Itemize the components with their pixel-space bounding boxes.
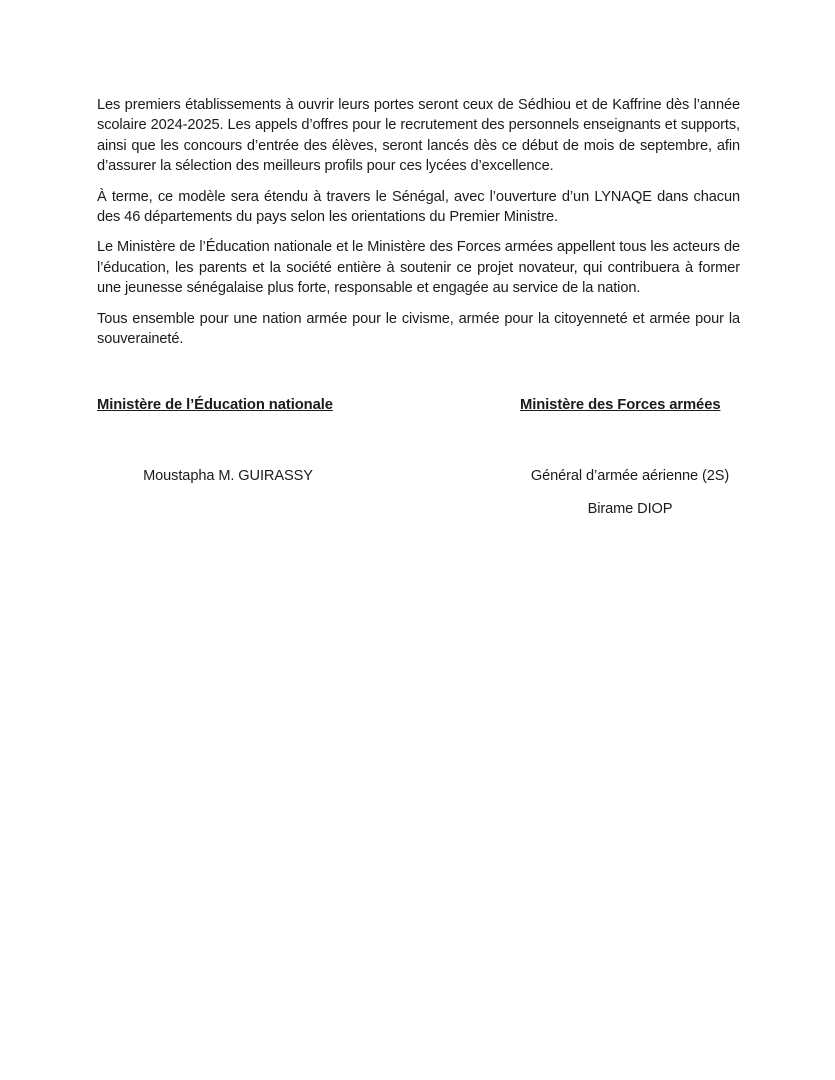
signature-section xyxy=(97,395,740,519)
signature-column-armed-forces xyxy=(520,395,740,519)
paragraph-call-to-support: Le Ministère de l’Éducation nationale et le Ministère des Forces armées appellent tous les acteurs de l’éducation, les parents et la société entière à soutenir ce projet novateur, qui contribuera à former une jeunesse sénégalaise plus forte, responsable et engagée au service de la nation. xyxy=(97,239,740,297)
paragraph-national-rollout: À terme, ce modèle sera étendu à travers le Sénégal, avec l’ouverture d’un LYNAQE dans chacun des 46 départements du pays selon les orientations du Premier Ministre. xyxy=(97,188,740,226)
ministry-education-heading: Ministère de l’Éducation nationale xyxy=(97,397,333,414)
signer-title-armed-forces: Général d’armée aérienne (2S) xyxy=(530,467,730,484)
ministry-armed-forces-heading: Ministère des Forces armées xyxy=(520,397,721,414)
signer-name-armed-forces: Birame DIOP xyxy=(587,501,673,518)
paragraph-slogan: Tous ensemble pour une nation armée pour le civisme, armée pour la citoyenneté et armée pour la souveraineté. xyxy=(97,310,740,348)
document-content xyxy=(97,95,740,520)
signature-column-education xyxy=(97,395,359,519)
signer-name-education: Moustapha M. GUIRASSY xyxy=(143,467,313,484)
paragraph-opening-schools: Les premiers établissements à ouvrir leurs portes seront ceux de Sédhiou et de Kaffrine dès l’année scolaire 2024-2025. Les appels d’offres pour le recrutement des personnels enseignants et supports, ainsi que les concours d’entrée des élèves, seront lancés dès ce début de mois de septembre, afin d’assurer la sélection des meilleurs profils pour ces lycées d’excellence. xyxy=(97,97,740,175)
